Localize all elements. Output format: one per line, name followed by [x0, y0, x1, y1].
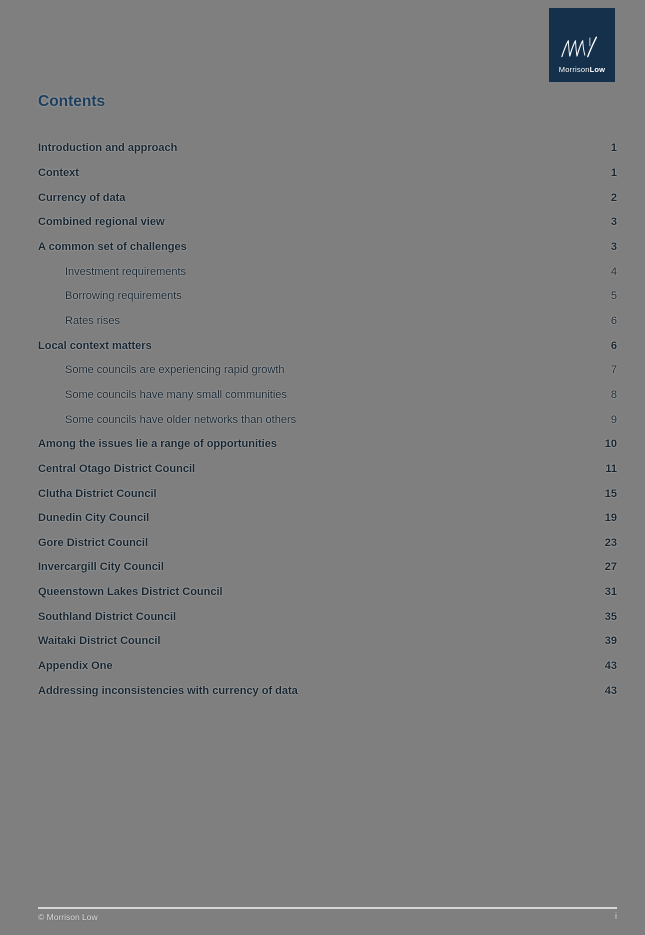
toc-entry[interactable] [38, 358, 617, 383]
toc-entry-page: 6 [610, 339, 617, 352]
toc-entry-label: Investment requirements [65, 265, 187, 278]
toc-entry-label: Appendix One [38, 660, 113, 673]
toc-entry[interactable] [38, 481, 617, 506]
toc-entry-label: Gore District Council [38, 536, 149, 549]
toc-entry-label: A common set of challenges [38, 240, 187, 253]
toc-entry[interactable] [38, 555, 617, 580]
toc-entry[interactable] [38, 185, 617, 210]
toc-entry-page: 43 [604, 684, 617, 697]
toc-entry-label: Combined regional view [38, 216, 165, 229]
morrison-low-script-mark-icon [559, 33, 605, 63]
toc-entry-page: 23 [604, 536, 617, 549]
toc-entry-label: Queenstown Lakes District Council [38, 586, 223, 599]
toc-entry-label: Central Otago District Council [38, 462, 196, 475]
toc-entry[interactable] [38, 432, 617, 457]
toc-entry-page: 8 [610, 388, 617, 401]
toc-entry-page: 39 [604, 635, 617, 648]
footer-copyright: © Morrison Low [38, 912, 98, 922]
toc-entry[interactable] [38, 210, 617, 235]
toc-entry-page: 9 [610, 413, 617, 426]
toc-entry-page: 35 [604, 610, 617, 623]
toc-entry-page: 4 [610, 265, 617, 278]
toc-entry-label: Clutha District Council [38, 487, 157, 500]
morrison-low-wordmark [559, 65, 605, 74]
toc-entry-page: 3 [610, 240, 617, 253]
toc-entry[interactable] [38, 235, 617, 260]
toc-entry-label: Some councils have many small communities [65, 388, 287, 401]
toc-entry-page: 5 [610, 290, 617, 303]
toc-entry-page: 2 [610, 191, 617, 204]
toc-entry[interactable] [38, 333, 617, 358]
toc-entry-page: 3 [610, 216, 617, 229]
toc-entry[interactable] [38, 629, 617, 654]
toc-entry[interactable] [38, 407, 617, 432]
toc-entry[interactable] [38, 309, 617, 334]
toc-entry-label: Addressing inconsistencies with currency of data [38, 684, 298, 697]
toc-entry-label: Dunedin City Council [38, 512, 150, 525]
toc-entry-page: 1 [610, 166, 617, 179]
toc-entry[interactable] [38, 654, 617, 679]
wordmark-morrison: Morrison [558, 65, 590, 74]
toc-entry-page: 31 [604, 586, 617, 599]
toc-entry[interactable] [38, 506, 617, 531]
footer-page-number: i [615, 911, 617, 921]
toc-entry-label: Currency of data [38, 191, 126, 204]
toc-entry[interactable] [38, 259, 617, 284]
toc-entry[interactable] [38, 678, 617, 703]
toc-entry-label: Local context matters [38, 339, 152, 352]
toc-entry-label: Among the issues lie a range of opportunities [38, 438, 277, 451]
toc-entry-label: Waitaki District Council [38, 635, 161, 648]
toc-entry-label: Introduction and approach [38, 142, 178, 155]
page-title: Contents [38, 93, 106, 110]
toc-entry[interactable] [38, 383, 617, 408]
toc-entry-page: 11 [605, 462, 617, 475]
toc-entry-label: Some councils are experiencing rapid growth [65, 364, 285, 377]
toc-entry-page: 19 [604, 512, 617, 525]
toc-entry[interactable] [38, 161, 617, 186]
toc-entry-label: Some councils have older networks than others [65, 413, 297, 426]
toc-entry-page: 15 [604, 487, 617, 500]
toc-entry-label: Rates rises [65, 314, 121, 327]
toc-entry-label: Borrowing requirements [65, 290, 182, 303]
toc-entry-page: 27 [604, 561, 617, 574]
toc-entry-page: 43 [604, 660, 617, 673]
toc-entry-page: 6 [610, 314, 617, 327]
toc-entry[interactable] [38, 457, 617, 482]
toc-entry-page: 1 [610, 142, 617, 155]
toc-entry[interactable] [38, 580, 617, 605]
toc-entry-label: Southland District Council [38, 610, 177, 623]
toc-entry[interactable] [38, 604, 617, 629]
toc-entry-page: 10 [604, 438, 617, 451]
toc-entry-label: Context [38, 166, 79, 179]
toc-entry-label: Invercargill City Council [38, 561, 164, 574]
toc-entry-page: 7 [610, 364, 617, 377]
wordmark-low: Low [589, 65, 606, 74]
toc-list [38, 136, 617, 703]
morrison-low-logo [549, 8, 615, 82]
toc-entry[interactable] [38, 531, 617, 556]
footer-divider [38, 907, 617, 909]
toc-entry[interactable] [38, 284, 617, 309]
toc-entry[interactable] [38, 136, 617, 161]
